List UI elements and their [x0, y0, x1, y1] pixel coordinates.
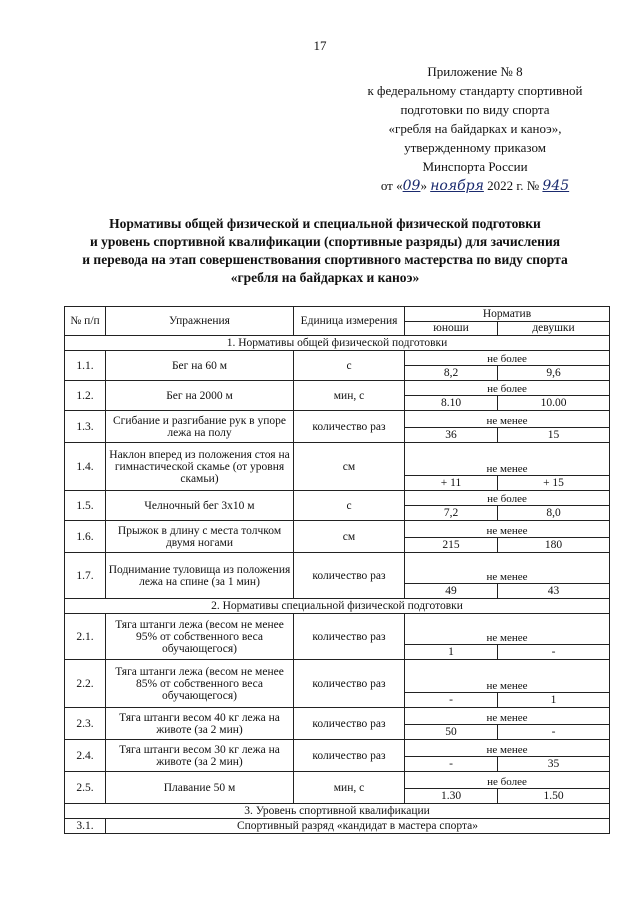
norm-condition: не менее [405, 660, 610, 693]
table-row [65, 491, 610, 506]
boys-value: 215 [405, 538, 498, 553]
header-num: № п/п [65, 307, 106, 336]
table-row [65, 443, 610, 476]
table-row [65, 411, 610, 428]
girls-value: - [498, 725, 610, 740]
norms-table [64, 306, 610, 834]
appendix-line: Минспорта России [422, 159, 528, 174]
appendix-line: Приложение № 8 [427, 64, 523, 79]
row-number: 1.1. [65, 351, 106, 381]
appendix-line: к федеральному стандарту спортивной [367, 83, 583, 98]
exercise-name: Прыжок в длину с места толчком двумя ногами [106, 521, 294, 553]
unit-of-measure: количество раз [294, 740, 405, 772]
girls-value: 10.00 [498, 396, 610, 411]
exercise-name: Поднимание туловища из положения лежа на спине (за 1 мин) [106, 553, 294, 599]
date-day: 09 [402, 178, 421, 194]
row-number: 2.4. [65, 740, 106, 772]
header-norm: Норматив [405, 307, 610, 322]
norm-condition: не более [405, 772, 610, 789]
title-line: Нормативы общей физической и специальной физической подготовки [109, 216, 541, 231]
page-number: 17 [313, 38, 327, 53]
girls-value: - [498, 645, 610, 660]
unit-of-measure: количество раз [294, 708, 405, 740]
order-date-line [330, 176, 620, 196]
norm-condition: не менее [405, 740, 610, 757]
title-line: и перевода на этап совершенствования спортивного мастерства по виду спорта [82, 252, 568, 267]
boys-value: 8.10 [405, 396, 498, 411]
norm-condition: не менее [405, 708, 610, 725]
section-row [65, 599, 610, 614]
norms-table-body [65, 336, 610, 834]
section-title: 2. Нормативы специальной физической подготовки [65, 599, 610, 614]
table-row [65, 660, 610, 693]
appendix-line: утвержденному приказом [404, 140, 546, 155]
unit-of-measure: количество раз [294, 660, 405, 708]
section-row [65, 804, 610, 819]
girls-value: 15 [498, 428, 610, 443]
boys-value: - [405, 757, 498, 772]
header-exercise: Упражнения [106, 307, 294, 336]
appendix-header [330, 62, 620, 196]
boys-value: + 11 [405, 476, 498, 491]
exercise-name: Наклон вперед из положения стоя на гимнастической скамье (от уровня скамьи) [106, 443, 294, 491]
exercise-name: Бег на 60 м [106, 351, 294, 381]
boys-value: 1.30 [405, 789, 498, 804]
exercise-name: Тяга штанги весом 40 кг лежа на животе (за 2 мин) [106, 708, 294, 740]
table-row [65, 553, 610, 584]
unit-of-measure: с [294, 491, 405, 521]
appendix-line: подготовки по виду спорта [400, 102, 550, 117]
norm-condition: не менее [405, 521, 610, 538]
appendix-line: «гребля на байдарках и каноэ», [388, 121, 562, 136]
header-girls: девушки [498, 321, 610, 336]
norm-condition: не менее [405, 443, 610, 476]
title-line: и уровень спортивной квалификации (спортивные разряды) для зачисления [89, 234, 561, 249]
table-row [65, 351, 610, 366]
date-year: 2022 г. № [487, 178, 540, 193]
exercise-name: Тяга штанги весом 30 кг лежа на животе (за 2 мин) [106, 740, 294, 772]
table-row [65, 521, 610, 538]
exercise-name: Тяга штанги лежа (весом не менее 95% от собственного веса обучающегося) [106, 614, 294, 660]
exercise-name: Тяга штанги лежа (весом не менее 85% от собственного веса обучающегося) [106, 660, 294, 708]
table-row [65, 772, 610, 789]
row-number: 2.5. [65, 772, 106, 804]
row-number: 1.3. [65, 411, 106, 443]
unit-of-measure: с [294, 351, 405, 381]
row-number: 1.5. [65, 491, 106, 521]
row-number: 1.6. [65, 521, 106, 553]
unit-of-measure: количество раз [294, 553, 405, 599]
exercise-name: Сгибание и разгибание рук в упоре лежа на полу [106, 411, 294, 443]
girls-value: 8,0 [498, 506, 610, 521]
row-number: 1.7. [65, 553, 106, 599]
exercise-name: Плавание 50 м [106, 772, 294, 804]
document-title [40, 215, 610, 287]
norm-condition: не менее [405, 614, 610, 645]
row-number: 1.2. [65, 381, 106, 411]
boys-value: 8,2 [405, 366, 498, 381]
row-number: 2.2. [65, 660, 106, 708]
title-line: «гребля на байдарках и каноэ» [230, 270, 420, 285]
norm-condition: не более [405, 491, 610, 506]
boys-value: 36 [405, 428, 498, 443]
date-mid: » [420, 178, 427, 193]
date-prefix: от « [380, 178, 403, 193]
section-title: 1. Нормативы общей физической подготовки [65, 336, 610, 351]
qualification-row [65, 819, 610, 834]
girls-value: + 15 [498, 476, 610, 491]
unit-of-measure: мин, с [294, 772, 405, 804]
unit-of-measure: см [294, 521, 405, 553]
exercise-name: Бег на 2000 м [106, 381, 294, 411]
norm-condition: не более [405, 381, 610, 396]
section-title: 3. Уровень спортивной квалификации [65, 804, 610, 819]
boys-value: 49 [405, 584, 498, 599]
row-number: 2.1. [65, 614, 106, 660]
boys-value: - [405, 693, 498, 708]
qualification-number: 3.1. [65, 819, 106, 834]
date-month: ноября [430, 178, 484, 194]
boys-value: 1 [405, 645, 498, 660]
girls-value: 1 [498, 693, 610, 708]
exercise-name: Челночный бег 3x10 м [106, 491, 294, 521]
qualification-text: Спортивный разряд «кандидат в мастера спорта» [106, 819, 610, 834]
girls-value: 9,6 [498, 366, 610, 381]
table-row [65, 740, 610, 757]
header-boys: юноши [405, 321, 498, 336]
table-row [65, 381, 610, 396]
header-unit: Единица измерения [294, 307, 405, 336]
unit-of-measure: количество раз [294, 614, 405, 660]
order-number: 945 [542, 178, 570, 194]
unit-of-measure: мин, с [294, 381, 405, 411]
table-row [65, 614, 610, 645]
norm-condition: не менее [405, 411, 610, 428]
row-number: 2.3. [65, 708, 106, 740]
unit-of-measure: см [294, 443, 405, 491]
row-number: 1.4. [65, 443, 106, 491]
girls-value: 35 [498, 757, 610, 772]
section-row [65, 336, 610, 351]
boys-value: 50 [405, 725, 498, 740]
girls-value: 180 [498, 538, 610, 553]
table-row [65, 708, 610, 725]
norm-condition: не менее [405, 553, 610, 584]
boys-value: 7,2 [405, 506, 498, 521]
girls-value: 43 [498, 584, 610, 599]
unit-of-measure: количество раз [294, 411, 405, 443]
girls-value: 1.50 [498, 789, 610, 804]
norm-condition: не более [405, 351, 610, 366]
